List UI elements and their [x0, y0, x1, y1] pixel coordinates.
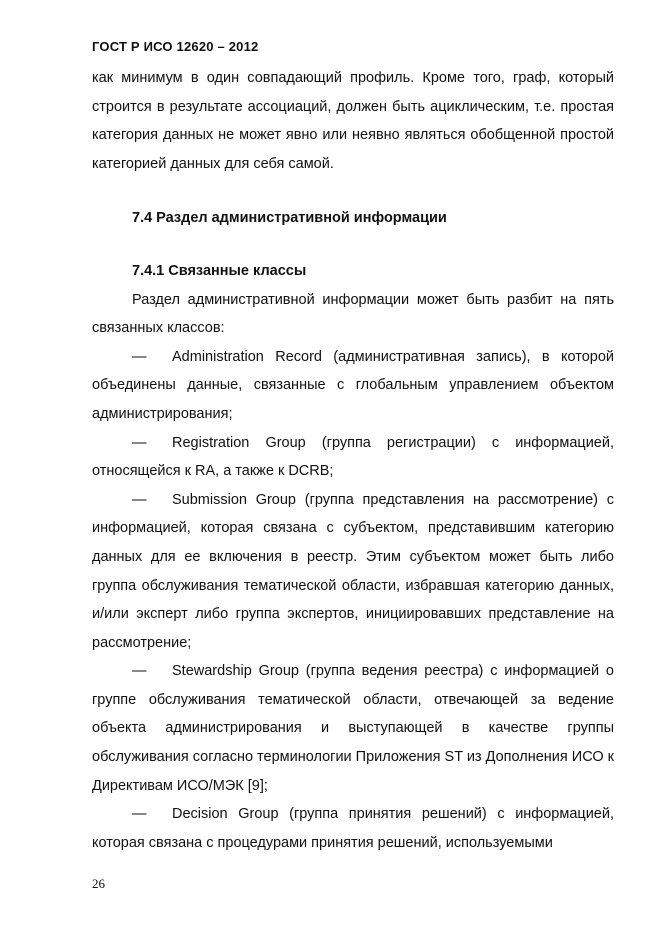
list-item-administration-record [92, 343, 614, 429]
list-item-text: Stewardship Group (группа ведения реестра) с информацией о группе обслуживания тематической области, отвечающей за ведение объекта администрирования и выступающей в качестве группы обслуживания согласно терминологии Приложения ST из Дополнения ИСО к Директивам ИСО/МЭК [9]; [92, 663, 614, 794]
list-item-text: Submission Group (группа представления на рассмотрение) с информацией, которая связана с субъектом, представившим категорию данных для ее включения в реестр. Этим субъектом может быть либо группа обслуживания тематической области, избравшая категорию данных, и/или эксперт либо группа экспертов, инициировавших представление на рассмотрение; [92, 491, 614, 651]
subsection-intro: Раздел административной информации может быть разбит на пять связанных классов: [92, 291, 614, 337]
intro-paragraph: как минимум в один совпадающий профиль. Кроме того, граф, который строится в результате ассоциаций, должен быть ацикличеcким, т.е. простая категория данных не может явно или неявно являться обобщенной простой категорией данных для себя самой. [92, 70, 614, 172]
document-body [92, 64, 614, 857]
list-item-text: Administration Record (административная запись), в которой объединены данные, связанные с глобальным управлением объектом администрирования; [92, 348, 614, 422]
list-dash: — [132, 806, 147, 823]
subsection-heading: 7.4.1 Связанные классы [132, 262, 307, 279]
section-heading: 7.4 Раздел административной информации [132, 210, 447, 227]
list-dash: — [132, 491, 147, 508]
page-number: 26 [92, 876, 105, 891]
list-item-registration-group [92, 429, 614, 486]
list-item-stewardship-group [92, 657, 614, 800]
list-dash: — [132, 434, 147, 451]
list-dash: — [132, 348, 147, 365]
list-item-text: Decision Group (группа принятия решений) с информацией, которая связана с процедурами принятия решений, используемыми [92, 806, 614, 851]
list-dash: — [132, 663, 147, 680]
standard-header: ГОСТ Р ИСО 12620 – 2012 [92, 39, 259, 54]
list-item-submission-group [92, 486, 614, 658]
list-item-text: Registration Group (группа регистрации) с информацией, относящейся к RA, а также к DCRB; [92, 434, 614, 480]
list-item-decision-group [92, 800, 614, 857]
